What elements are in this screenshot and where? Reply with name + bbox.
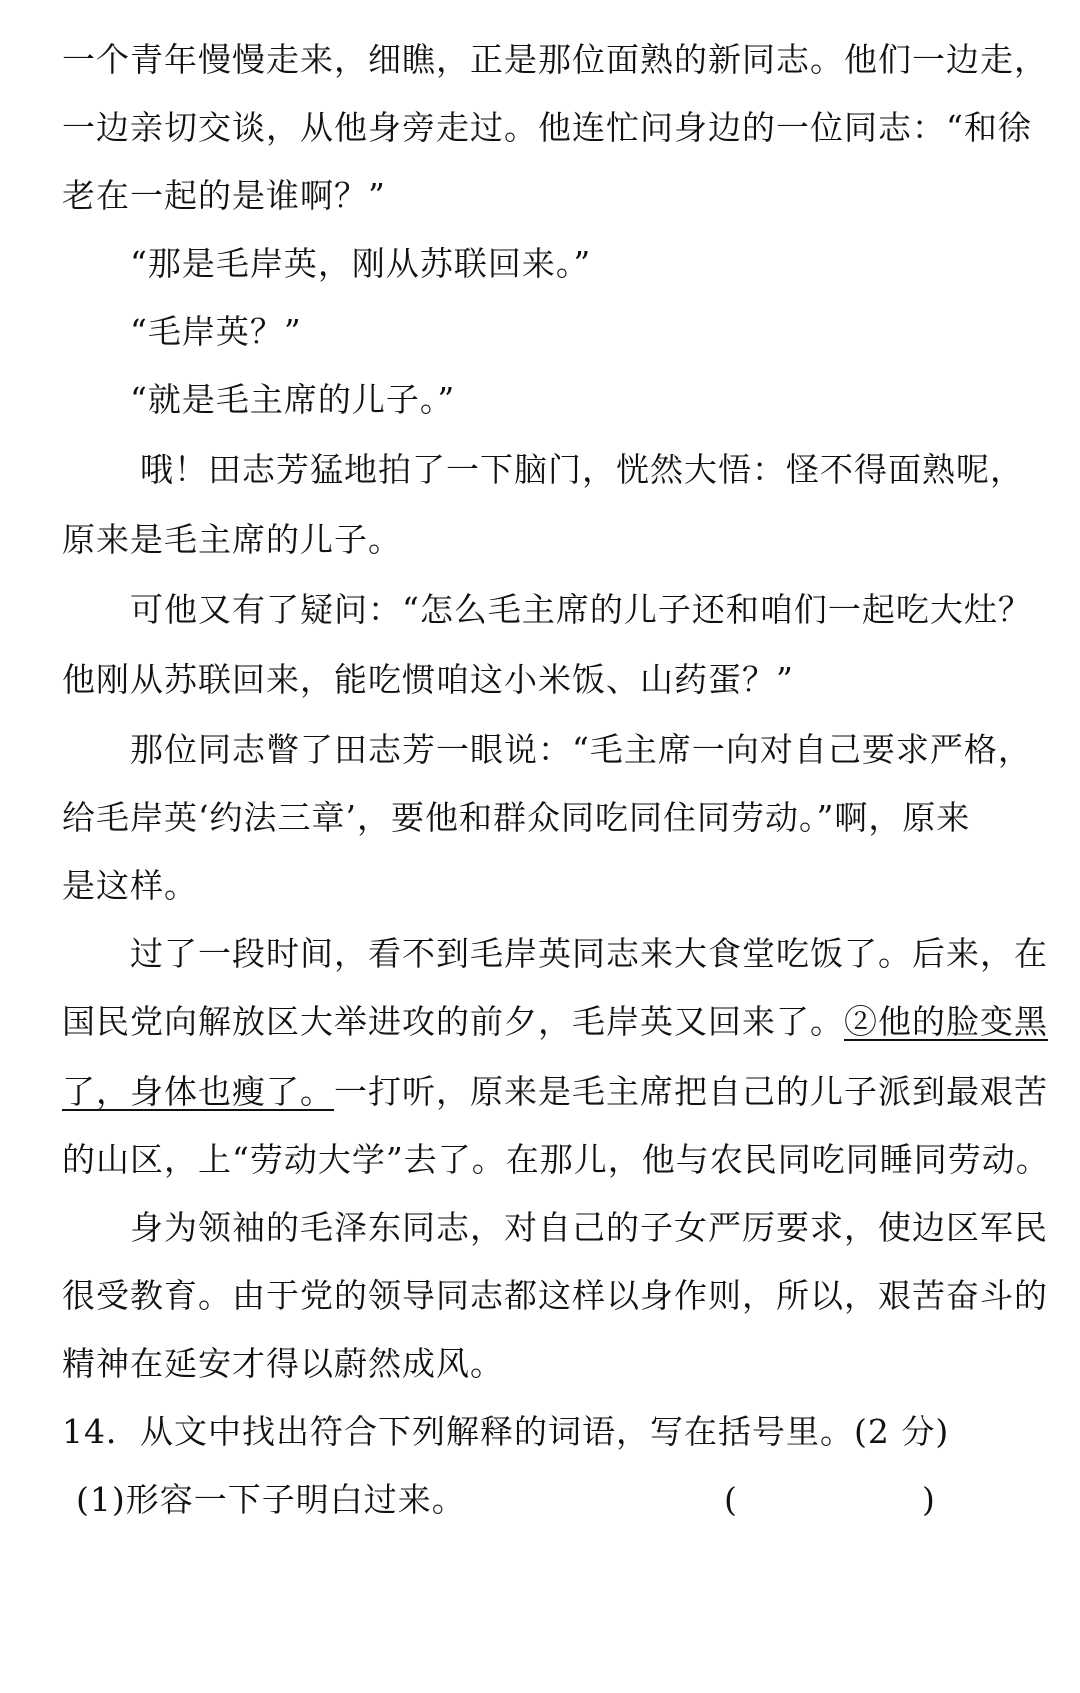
underlined-sentence-2: ②他的脸变黑: [844, 1002, 1048, 1041]
passage-line: 过了一段时间，看不到毛岸英同志来大食堂吃饭了。后来，在: [130, 934, 1048, 973]
passage-line: 精神在延安才得以蔚然成风。: [62, 1344, 504, 1383]
passage-line: “毛岸英？”: [130, 312, 302, 351]
passage-line: “就是毛主席的儿子。”: [130, 380, 456, 419]
passage-line: 的山区，上“劳动大学”去了。在那儿，他与农民同吃同睡同劳动。: [62, 1140, 1050, 1179]
passage-line: [62, 1070, 1048, 1114]
passage-line: 原来是毛主席的儿子。: [62, 520, 402, 559]
passage-line: 可他又有了疑问：“怎么毛主席的儿子还和咱们一起吃大灶？: [130, 590, 1032, 629]
passage-line: 很受教育。由于党的领导同志都这样以身作则，所以，艰苦奋斗的: [62, 1276, 1048, 1315]
passage-line: 哦！田志芳猛地拍了一下脑门，恍然大悟：怪不得面熟呢，: [140, 450, 1024, 489]
passage-line: 老在一起的是谁啊？”: [62, 176, 386, 215]
passage-line: 一边亲切交谈，从他身旁走过。他连忙问身边的一位同志：“和徐: [62, 108, 1032, 147]
answer-bracket-close: ): [922, 1480, 936, 1519]
answer-bracket-open: (: [724, 1480, 738, 1519]
question-14-title: 14．从文中找出符合下列解释的词语，写在括号里。(2 分): [62, 1412, 950, 1451]
underlined-sentence-2-cont: 了，身体也瘦了。: [62, 1072, 334, 1111]
passage-line: [62, 1000, 1048, 1044]
passage-line: 是这样。: [62, 866, 198, 905]
passage-line: 一个青年慢慢走来，细瞧，正是那位面熟的新同志。他们一边走，: [62, 40, 1048, 79]
passage-line: 他刚从苏联回来，能吃惯咱这小米饭、山药蛋？”: [62, 660, 794, 699]
passage-line: 那位同志瞥了田志芳一眼说：“毛主席一向对自己要求严格，: [130, 730, 1032, 769]
item-1-text: (1)形容一下子明白过来。: [76, 1480, 466, 1519]
passage-line: “那是毛岸英，刚从苏联回来。”: [130, 244, 592, 283]
passage-text: 一打听，原来是毛主席把自己的儿子派到最艰苦: [334, 1072, 1048, 1111]
passage-text: 国民党向解放区大举进攻的前夕，毛岸英又回来了。: [62, 1002, 844, 1041]
question-14-item-1: [76, 1478, 1036, 1522]
passage-line: 给毛岸英‘约法三章’，要他和群众同吃同住同劳动。”啊，原来: [62, 798, 971, 837]
passage-line: 身为领袖的毛泽东同志，对自己的子女严厉要求，使边区军民: [130, 1208, 1048, 1247]
